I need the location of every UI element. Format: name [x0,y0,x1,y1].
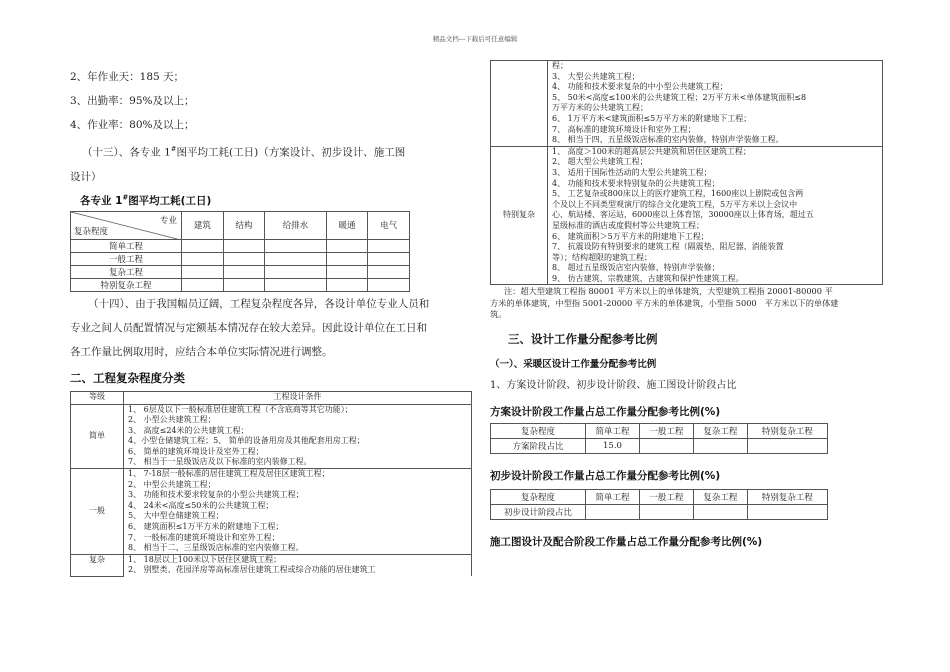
level-general: 一般 [71,469,124,555]
section2-title: 二、工程复杂程度分类 [70,370,185,385]
special-cond-11: 等）；结构超限的建筑工程； [552,252,652,262]
level-special: 特别复杂 [491,146,548,285]
complex-cont-5: 万平方米的公共建筑工程； [552,103,648,113]
note-line-3: 筑。 [490,309,507,320]
scheme-general-value [639,438,693,453]
workload-corner-cell [71,211,182,239]
right-column [490,60,885,549]
col-plumbing: 给排水 [265,211,326,239]
workload-table [70,211,410,292]
special-cond-2: 2、 超大型公共建筑工程； [552,157,648,167]
general-cond-8: 8、 相当于二、三星级饭店标准的室内装修工程。 [128,543,304,553]
prelim-table-title: 初步设计阶段工作量占总工作量分配参考比例(%) [490,469,721,482]
scheme-row-label: 方案阶段占比 [491,438,586,453]
prelim-h4: 特别复杂工程 [747,489,827,504]
prelim-row-label: 初步设计阶段占比 [491,504,586,519]
scheme-complex-value [693,438,747,453]
special-cond-4: 4、 功能和技术要求特别复杂的公共建筑工程； [552,178,720,188]
workload-title-a: 各专业 1 [80,194,123,207]
row-special: 特别复杂工程 [71,278,182,291]
simple-cond-3: 3、 高度≤24米的公共建筑工程； [128,425,249,435]
special-cond-13: 9、 仿古建筑、宗教建筑、古建筑和保护性建筑工程。 [552,273,744,283]
workload-table-title [80,193,470,208]
conditions-complex [124,554,472,576]
special-cond-10: 7、 抗震设防有特别要求的建筑工程（隔震垫、阻尼器、消能装置 [552,242,784,252]
complex-cont-8: 8、 相当于四、五星级饭店标准的室内装修，特别声学装修工程。 [552,135,784,145]
scheme-h0: 复杂程度 [491,423,586,438]
scheme-h2: 一般工程 [639,423,693,438]
complex-cond-2: 2、 别墅类、花园洋房等高标准居住建筑工程或综合功能的居住建筑工 [128,565,376,575]
complex-cont-2: 3、 大型公共建筑工程； [552,71,640,81]
phase-line: 1、方案设计阶段、初步设计阶段、施工图设计阶段占比 [490,379,737,391]
workload-title-sup: # [122,193,129,201]
corner-bottom-label: 复杂程度 [74,226,109,237]
special-cond-3: 3、 适用于国际性活动的大型公共建筑工程； [552,167,712,177]
complex-cont-4: 5、 50米<高度≤100米的公共建筑工程；2万平方米<单体建筑面积≤8 [552,92,807,102]
simple-cond-5: 6、 简单的建筑环境设计及室外工程； [128,446,264,456]
general-cond-4: 4、 24米<高度≤50米的公共建筑工程； [128,500,274,510]
workload-title-b: 图平均工耗(工日) [128,194,212,207]
conditions-simple [124,404,472,469]
conditions-general [124,469,472,555]
construction-table-title: 施工图设计及配合阶段工作量占总工作量分配参考比例(%) [490,535,763,548]
complexity-table [70,391,472,577]
work-days-line: 2、年作业天：185 天； [70,71,185,83]
operation-rate-line: 4、作业率：80%及以上； [70,119,195,131]
attendance-line: 3、出勤率：95%及以上； [70,95,195,107]
scheme-special-value [747,438,827,453]
general-cond-1: 1、 7-18层一般标准的居住建筑工程及居住区建筑工程； [128,469,330,479]
col-architecture: 建筑 [182,211,224,239]
complex-cont-1: 程； [552,61,568,70]
simple-cond-4: 4、小型仓储建筑工程；5、 简单的设备用房及其他配套用房工程； [128,436,365,446]
row-complex: 复杂工程 [71,265,182,278]
continued-conditions [548,61,883,147]
simple-cond-1: 1、 6层及以下一般标准居住建筑工程（不含底商等其它功能）； [128,404,353,414]
special-cond-7: 心、航站楼、客运站，6000座以上体育馆，30000座以上体育场，超过五 [552,210,814,220]
note-line-1: 注：超大型建筑工程指 80001 平方米以上的单体建筑，大型建筑工程指 20001-80000 平 [504,286,833,297]
sub1-title: （一）、采暖区设计工作量分配参考比例 [490,358,657,370]
complex-cond-1: 1、 18层以上100米以下居住区建筑工程； [128,554,282,564]
special-cond-12: 8、 超过五星级饭店室内装修、特别声学装修； [552,263,720,273]
section3-title: 三、设计工作量分配参考比例 [508,331,658,346]
header-level: 等级 [71,391,124,404]
complex-cont-6: 6、 1万平方米<建筑面积≤5万平方米的附建地下工程； [552,113,752,123]
col-electrical: 电气 [368,211,410,239]
item13-text-b: 图平均工耗(工日)（方案设计、初步设计、施工图 [176,146,406,159]
prelim-h0: 复杂程度 [491,489,586,504]
continued-level-cell [491,61,548,147]
header-conditions: 工程设计条件 [124,391,472,404]
general-cond-3: 3、 功能和技术要求较复杂的小型公共建筑工程； [128,490,304,500]
special-cond-1: 1、 高度＞100米的超高层公共建筑和居住区建筑工程； [552,146,751,156]
level-simple: 简单 [71,404,124,469]
prelim-special-value [747,504,827,519]
prelim-complex-value [693,504,747,519]
item13-sup: # [170,145,177,153]
note-line-2: 方米的单体建筑，中型指 5001-20000 平方米的单体建筑，小型指 5000 平方米以下的单体建 [490,297,839,308]
scheme-ratio-table [490,423,828,454]
prelim-h3: 复杂工程 [693,489,747,504]
prelim-simple-value [586,504,640,519]
prelim-h2: 一般工程 [639,489,693,504]
level-complex: 复杂 [71,554,124,576]
special-cond-8: 星级标准的酒店或度假村等公共建筑工程； [552,220,704,230]
complexity-table-continued [490,60,883,285]
item14-line1: （十四）、由于我国幅员辽阔，工程复杂程度各异，各设计单位专业人员和 [88,297,430,310]
col-hvac: 暖通 [326,211,368,239]
special-cond-9: 6、 建筑面积＞5万平方米的附建地下工程； [552,231,709,241]
special-cond-5: 5、 工艺复杂或800床以上的医疗建筑工程，1600座以上剧院或包含两 [552,189,804,199]
scheme-h3: 复杂工程 [693,423,747,438]
scheme-h4: 特别复杂工程 [747,423,827,438]
item13-line1 [70,141,470,161]
general-cond-7: 7、 一般标准的建筑环境设计和室外工程； [128,532,280,542]
general-cond-2: 2、 中型公共建筑工程； [128,479,216,489]
item13-line2: 设计） [70,170,102,183]
size-note [490,286,885,321]
corner-top-label: 专业 [159,215,177,226]
simple-cond-6: 7、 相当于一星级饭店及以下标准的室内装修工程。 [128,457,312,467]
prelim-general-value [639,504,693,519]
page-header: 精品文档---下载后可任意编辑 [432,35,518,43]
col-structure: 结构 [223,211,265,239]
item14-line3: 各工作量比例取用时，应结合本单位实际情况进行调整。 [70,345,333,358]
complex-cont-7: 7、 高标准的建筑环境设计和室外工程； [552,124,696,134]
special-cond-6: 个及以上不同类型观演厅的综合文化建筑工程，5万平方米以上会议中 [552,199,798,209]
simple-cond-2: 2、 小型公共建筑工程； [128,415,216,425]
conditions-special [548,146,883,285]
row-general: 一般工程 [71,252,182,265]
scheme-h1: 简单工程 [586,423,640,438]
row-simple: 简单工程 [71,239,182,252]
scheme-table-title: 方案设计阶段工作量占总工作量分配参考比例(%) [490,405,721,418]
left-column [70,66,470,577]
general-cond-5: 5、 大中型仓储建筑工程； [128,511,224,521]
item13-text-a: （十三）、各专业 1 [82,146,171,159]
prelim-ratio-table [490,489,828,520]
scheme-simple-value: 15.0 [586,438,640,453]
item14-line2: 专业之间人员配置情况与定额基本情况存在较大差异。因此设计单位在工日和 [70,321,427,334]
complex-cont-3: 4、 功能和技术要求复杂的中小型公共建筑工程； [552,82,728,92]
general-cond-6: 6、 建筑面积≤1万平方米的附建地下工程； [128,522,284,532]
prelim-h1: 简单工程 [586,489,640,504]
